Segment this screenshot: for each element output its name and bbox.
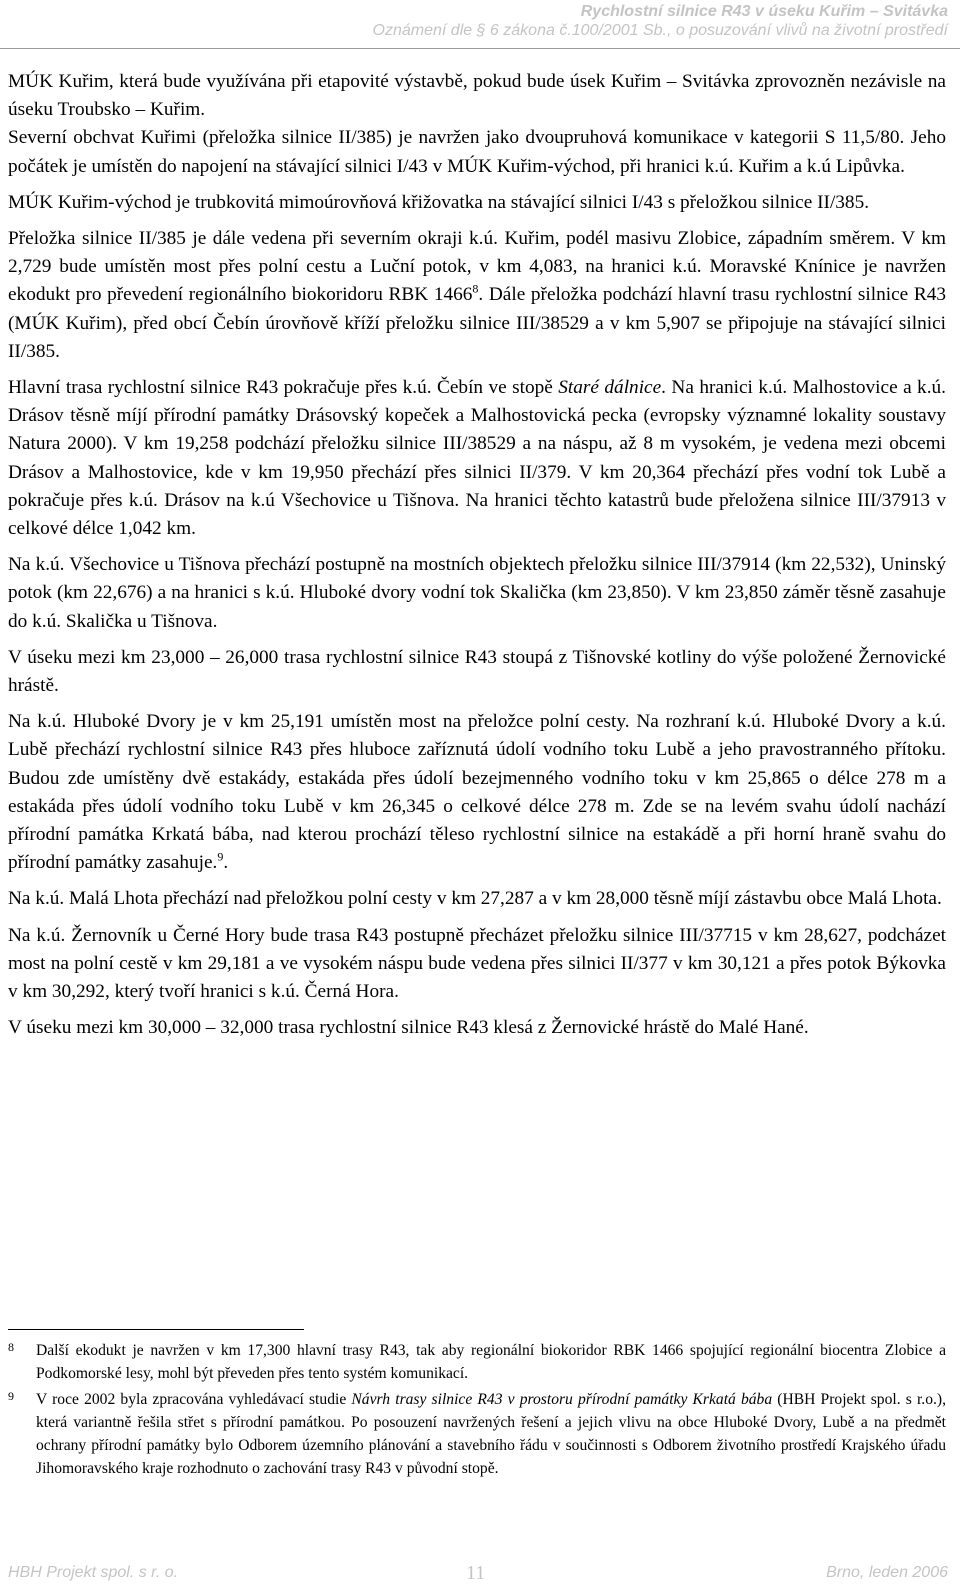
paragraph: MÚK Kuřim, která bude využívána při etapovité výstavbě, pokud bude úsek Kuřim – Svitávka zprovozněn nezávisle na úseku Troubsko – Kuřim. — [8, 71, 946, 121]
paragraph: MÚK Kuřim-východ je trubkovitá mimoúrovňová křižovatka na stávající silnici I/43 s přeložkou silnice II/385. — [8, 191, 870, 213]
paragraph: Na k.ú. Všechovice u Tišnova přechází postupně na mostních objektech přeložku silnice III/37914 (km 22,532), Uninský potok (km 22,676) a na hranici s k.ú. Hluboké dvory vodní tok Skalička (km 23,850). V km 23,850 záměr těsně zasahuje do k.ú. Skalička u Tišnova. — [8, 554, 946, 632]
paragraph — [8, 225, 946, 366]
footnote-number: 8 — [8, 1340, 14, 1354]
page-footer — [0, 1562, 960, 1584]
footnote-text: (HBH Projekt spol. s r.o.), která variantně řešila střet s přírodní památkou. Po posouzení navržených řešení a jejich vlivu na obce Hluboké Dvory, Lubě a na předmět ochrany přírodní památky bylo Odborem územního plánování a stavebního řádu v součinnosti s Odborem životního prostředí Krajského úřadu Jihomoravského kraje rozhodnuto o zachování trasy R43 v původní stopě. — [36, 1391, 946, 1477]
document-title: Rychlostní silnice R43 v úseku Kuřim – Svitávka — [580, 3, 948, 20]
paragraph-text: Na k.ú. Hluboké Dvory je v km 25,191 umístěn most na přeložce polní cesty. Na rozhraní k.ú. Hluboké Dvory a k.ú. Lubě přechází rychlostní silnice R43 přes hluboce zaříznutá údolí vodního toku Lubě a jeho pravostranného přítoku. Budou zde umístěny dvě estakády, estakáda přes údolí bezejmenného vodního toku v km 25,865 o délce 278 m a estakáda přes údolí vodního toku Lubě v km 26,345 o celkové délce 278 m. Zde se na levém svahu údolí nachází přírodní památka Krkatá bába, nad kterou prochází těleso rychlostní silnice na estakádě a při horní hraně svahu do přírodní památky zasahuje. — [8, 711, 946, 874]
paragraph: V úseku mezi km 30,000 – 32,000 trasa rychlostní silnice R43 klesá z Žernovické hrástě do Malé Hané. — [8, 1017, 809, 1039]
paragraph-text: . Na hranici k.ú. Malhostovice a k.ú. Drásov těsně míjí přírodní památky Drásovský kopeček a Malhostovická pecka (evropsky významné lokality soustavy Natura 2000). V km 19,258 podchází přeložku silnice III/38529 a na náspu, až 8 m vysokém, je vedena mezi obcemi Drásov a Malhostovice, kde v km 19,950 přechází přes silnici II/379. V km 20,364 přechází přes vodní tok Lubě a pokračuje přes k.ú. Drásov na k.ú Všechovice u Tišnova. Na hranici těchto katastrů bude přeložena silnice III/37913 v celkové délce 1,042 km. — [8, 377, 946, 540]
page-number: 11 — [466, 1562, 486, 1584]
footnote — [8, 1339, 946, 1385]
footnote-number: 9 — [8, 1389, 14, 1403]
footnotes — [8, 1339, 946, 1483]
footnote-divider — [8, 1329, 304, 1330]
paragraph-text: . — [223, 852, 229, 874]
paragraph: Na k.ú. Malá Lhota přechází nad přeložkou polní cesty v km 27,287 a v km 28,000 těsně míjí zástavbu obce Malá Lhota. — [8, 888, 942, 910]
paragraph — [8, 374, 946, 543]
header-divider — [0, 48, 960, 49]
footnote-ref: 8 — [472, 282, 479, 296]
study-title: Návrh trasy silnice R43 v prostoru přírodní památky Krkatá bába — [351, 1391, 773, 1408]
footnote — [8, 1388, 946, 1480]
place-name: Staré dálnice — [558, 377, 662, 399]
paragraph-text: Přeložka silnice II/385 je dále vedena při severním okraji k.ú. Kuřim, podél masivu Zlobice, západním směrem. V km 2,729 bude umístěn most přes polní cestu a Luční potok, v km 4,083, na hranici k.ú. Moravské Knínice je navržen ekodukt pro převedení regionálního biokoridoru RBK 1466 — [8, 228, 946, 306]
paragraph: V úseku mezi km 23,000 – 26,000 trasa rychlostní silnice R43 stoupá z Tišnovské kotliny do výše položené Žernovické hrástě. — [8, 646, 946, 697]
page-header — [373, 2, 948, 40]
document-body — [8, 68, 946, 1051]
footnote-ref: 9 — [217, 849, 224, 864]
footer-place-date: Brno, leden 2006 — [826, 1564, 948, 1581]
paragraph — [8, 708, 946, 877]
paragraph: Na k.ú. Žernovník u Černé Hory bude trasa R43 postupně přecházet přeložku silnice III/37715 v km 28,627, podcházet most na polní cestě v km 29,181 a ve vysokém náspu bude vedena přes silnici II/377 v km 30,121 a přes potok Býkovka v km 30,292, který tvoří hranici s k.ú. Černá Hora. — [8, 924, 946, 1003]
paragraph-text: Hlavní trasa rychlostní silnice R43 pokračuje přes k.ú. Čebín ve stopě — [8, 377, 559, 399]
paragraph-text: . Dále přeložka podchází hlavní trasu rychlostní silnice R43 (MÚK Kuřim), před obcí Čebín úrovňově kříží přeložku silnice III/38529 a v km 5,907 se připojuje na stávající silnici II/385. — [8, 284, 946, 362]
paragraph: Severní obchvat Kuřimi (přeložka silnice II/385) je navržen jako dvoupruhová komunikace v kategorii S 11,5/80. Jeho počátek je umístěn do napojení na stávající silnici I/43 v MÚK Kuřim-východ, při hranici k.ú. Kuřim a k.ú Lipůvka. — [8, 127, 946, 177]
document-subtitle: Oznámení dle § 6 zákona č.100/2001 Sb., o posuzování vlivů na životní prostředí — [372, 22, 948, 39]
footnote-text: V roce 2002 byla zpracována vyhledávací studie — [36, 1391, 352, 1408]
footnote-text: Další ekodukt je navržen v km 17,300 hlavní trasy R43, tak aby regionální biokoridor RBK 1466 spojující regionální biocentra Zlobice a Podkomorské lesy, mohl být převeden přes tento systém komunikací. — [36, 1342, 946, 1382]
footer-company: HBH Projekt spol. s r. o. — [8, 1564, 179, 1581]
